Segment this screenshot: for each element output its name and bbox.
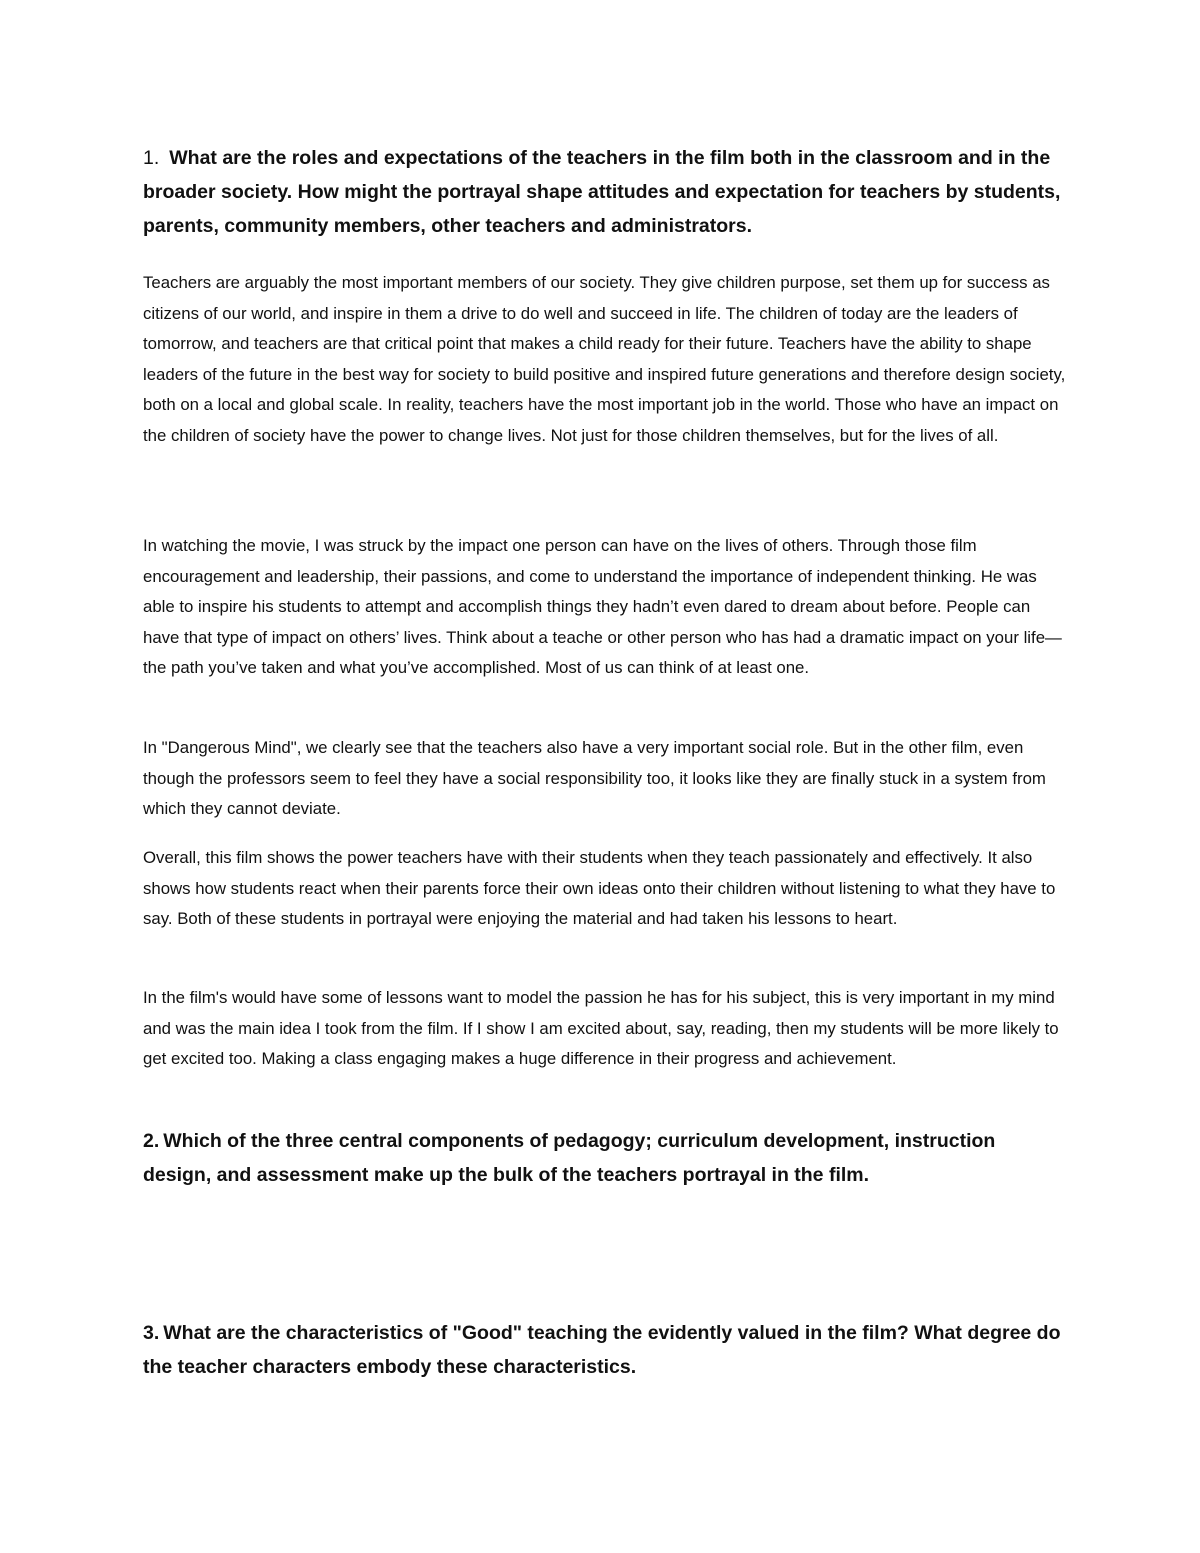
question-2-number: 2. <box>143 1130 160 1152</box>
answer-paragraph-1: Teachers are arguably the most important members of our society. They give children purpose, set them up for success as citizens of our world, and inspire in them a drive to do well and succeed in life. The children of today are the leaders of tomorrow, and teachers are that critical point that makes a child ready for their future. Teachers have the ability to shape leaders of the future in the best way for society to build positive and inspired future generations and therefore design society, both on a local and global scale. In reality, teachers have the most important job in the world. Those who have an impact on the children of society have the power to change lives. Not just for those children themselves, but for the lives of all. <box>143 273 1066 445</box>
answer-paragraph-4: Overall, this film shows the power teachers have with their students when they teach passionately and effectively. It also shows how students react when their parents force their own ideas onto their children without listening to what they have to say. Both of these students in portrayal were enjoying the material and had taken his lessons to heart. <box>143 848 1056 929</box>
question-1 <box>143 141 1068 243</box>
question-1-text: What are the roles and expectations of the teachers in the film both in the classroom and in the broader society. How might the portrayal shape attitudes and expectation for teachers by students, parents, community members, other teachers and administrators. <box>143 147 1061 237</box>
answer-paragraph-2: In watching the movie, I was struck by the impact one person can have on the lives of others. Through those film encouragement and leadership, their passions, and come to understand the importance of independent thinking. He was able to inspire his students to attempt and accomplish things they hadn’t even dared to dream about before. People can have that type of impact on others’ lives. Think about a teache or other person who has had a dramatic impact on your life—the path you’ve taken and what you’ve accomplished. Most of us can think of at least one. <box>143 536 1062 678</box>
question-3-text: What are the characteristics of "Good" teaching the evidently valued in the film? What degree do the teacher characters embody these characteristics. <box>143 1322 1061 1378</box>
question-2 <box>143 1124 1068 1192</box>
question-3-number: 3. <box>143 1322 160 1344</box>
answer-paragraph-3: In "Dangerous Mind", we clearly see that the teachers also have a very important social role. But in the other film, even though the professors seem to feel they have a social responsibility too, it looks like they are finally stuck in a system from which they cannot deviate. <box>143 738 1046 819</box>
answer-paragraph-5: In the film's would have some of lessons want to model the passion he has for his subject, this is very important in my mind and was the main idea I took from the film. If I show I am excited about, say, reading, then my students will be more likely to get excited too. Making a class engaging makes a huge difference in their progress and achievement. <box>143 988 1059 1069</box>
question-1-number: 1. <box>143 147 160 169</box>
question-2-text: Which of the three central components of pedagogy; curriculum development, instruction design, and assessment make up the bulk of the teachers portrayal in the film. <box>143 1130 996 1186</box>
question-3 <box>143 1316 1068 1384</box>
